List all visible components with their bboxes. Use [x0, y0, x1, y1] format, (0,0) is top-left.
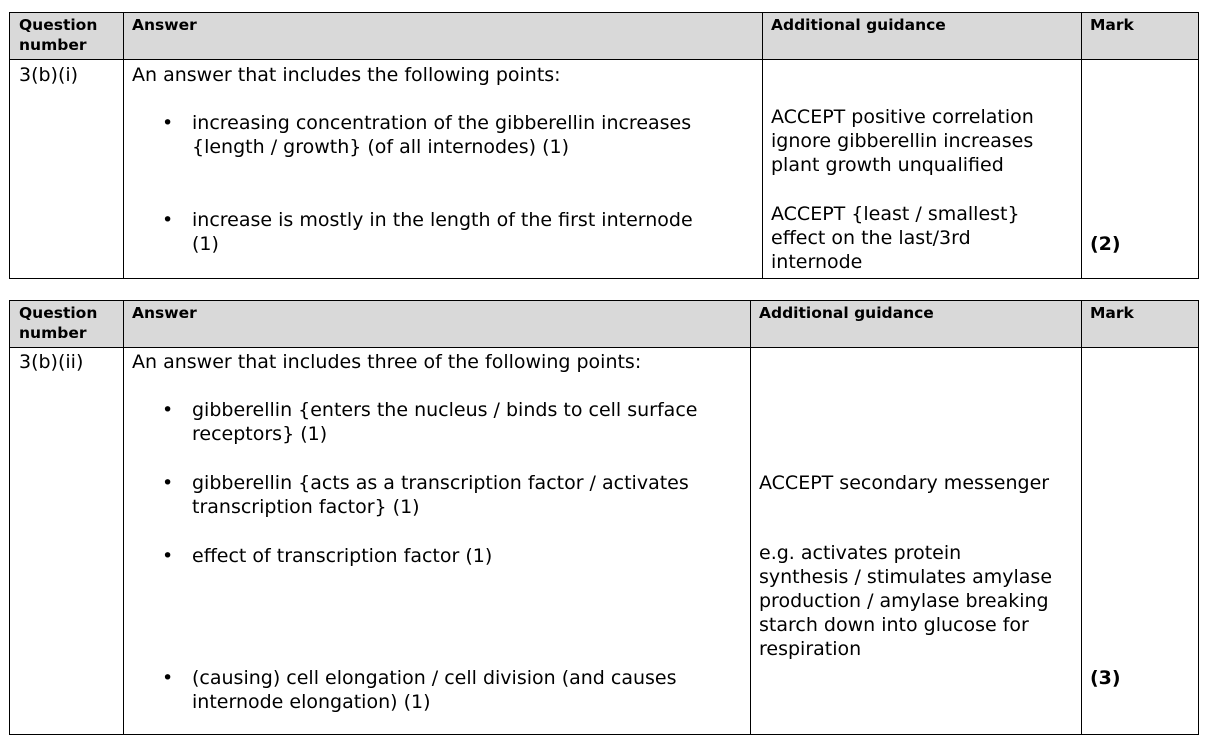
- guidance-text: ACCEPT positive correlation ignore gibberellin increases plant growth unqualified: [771, 106, 1034, 176]
- guidance-text: e.g. activates protein synthesis / stimulates amylase production / amylase breaking starch down into glucose for respiration: [759, 542, 1053, 660]
- column-divider: [123, 13, 124, 278]
- answer-point: (causing) cell elongation / cell division (and causes internode elongation) (1): [192, 667, 677, 713]
- header-guidance: Additional guidance: [759, 304, 934, 322]
- column-divider: [750, 301, 751, 734]
- guidance-text: ACCEPT {least / smallest} effect on the last/3rd internode: [771, 203, 1020, 273]
- answer-intro: An answer that includes three of the following points:: [132, 351, 642, 373]
- bullet-icon: •: [162, 472, 174, 494]
- mark-scheme-table-1: [9, 12, 1199, 279]
- column-divider: [123, 301, 124, 734]
- header-guidance: Additional guidance: [771, 16, 946, 34]
- header-question-number: Question number: [19, 16, 98, 54]
- bullet-icon: •: [162, 209, 174, 231]
- answer-point: increasing concentration of the gibberellin increases {length / growth} (of all internodes) (1): [192, 112, 692, 158]
- column-divider: [762, 13, 763, 278]
- answer-intro: An answer that includes the following points:: [132, 64, 561, 86]
- column-divider: [1081, 13, 1082, 278]
- header-mark: Mark: [1090, 304, 1134, 322]
- bullet-icon: •: [162, 667, 174, 689]
- answer-point: effect of transcription factor (1): [192, 545, 493, 567]
- header-answer: Answer: [132, 16, 197, 34]
- mark-value: (2): [1090, 233, 1121, 255]
- mark-scheme-table-2: [9, 300, 1199, 735]
- header-question-number: Question number: [19, 304, 98, 342]
- bullet-icon: •: [162, 545, 174, 567]
- header-mark: Mark: [1090, 16, 1134, 34]
- question-number: 3(b)(i): [19, 64, 79, 86]
- mark-value: (3): [1090, 667, 1121, 689]
- bullet-icon: •: [162, 399, 174, 421]
- answer-point: increase is mostly in the length of the first internode (1): [192, 209, 693, 255]
- question-number: 3(b)(ii): [19, 351, 84, 373]
- answer-point: gibberellin {acts as a transcription factor / activates transcription factor} (1): [192, 472, 689, 518]
- header-answer: Answer: [132, 304, 197, 322]
- column-divider: [1081, 301, 1082, 734]
- guidance-text: ACCEPT secondary messenger: [759, 472, 1050, 494]
- answer-point: gibberellin {enters the nucleus / binds to cell surface receptors} (1): [192, 399, 698, 445]
- bullet-icon: •: [162, 112, 174, 134]
